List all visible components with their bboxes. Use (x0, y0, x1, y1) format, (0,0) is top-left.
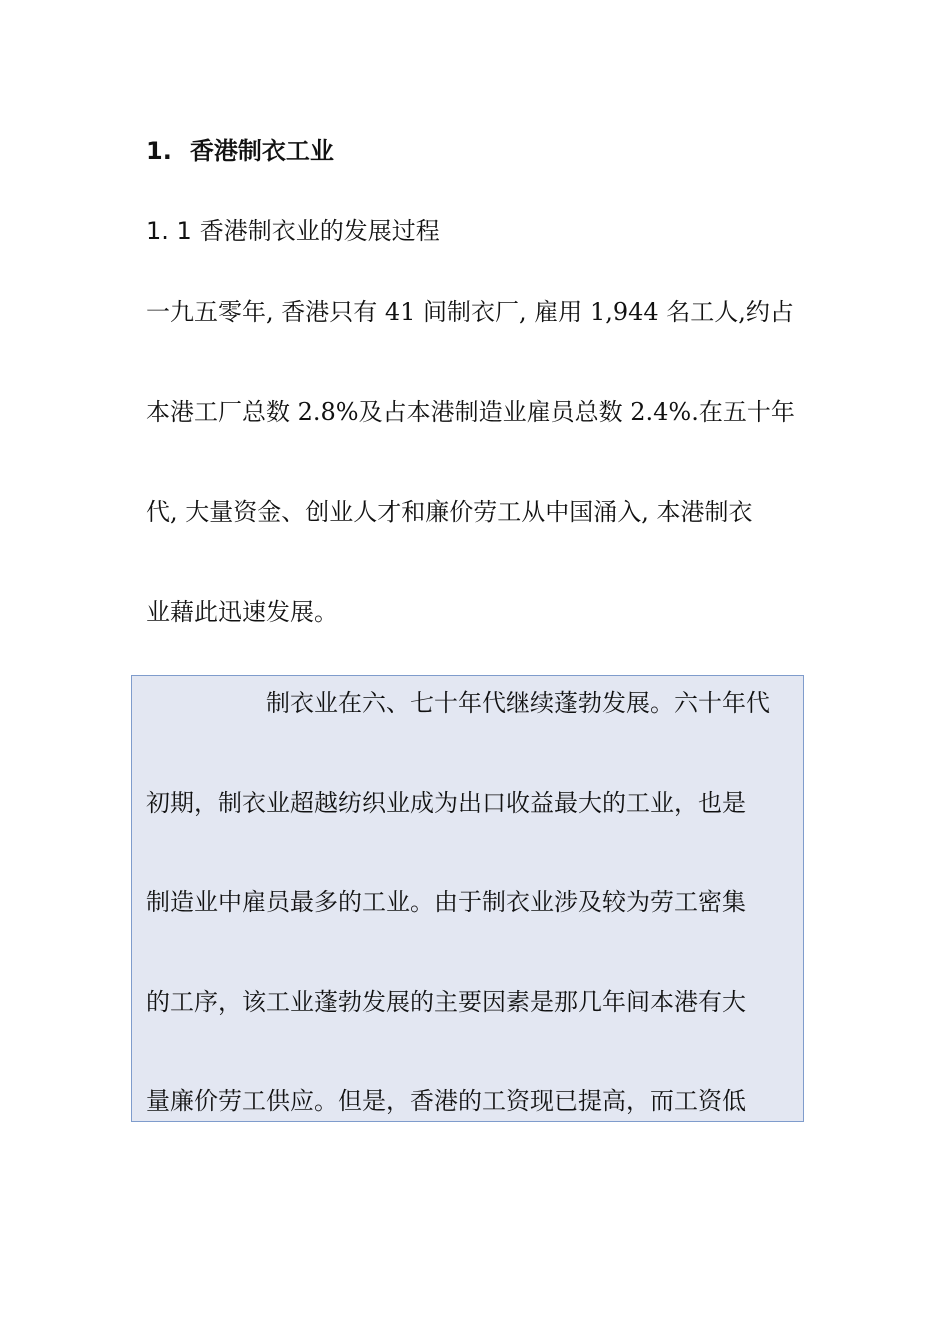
highlighted-text-box (131, 675, 804, 1122)
subsection-heading (146, 214, 440, 248)
callout-line: 制造业中雇员最多的工业。由于制衣业涉及较为劳工密集 (146, 888, 746, 916)
callout-line: 的工序，该工业蓬勃发展的主要因素是那几年间本港有大 (146, 988, 746, 1016)
callout-line: 量廉价劳工供应。但是，香港的工资现已提高，而工资低 (146, 1087, 746, 1115)
section-heading (146, 134, 334, 168)
paragraph-line: 一九五零年, 香港只有 41 间制衣厂, 雇用 1,944 名工人,约占 (146, 298, 794, 326)
paragraph-line: 业藉此迅速发展。 (146, 598, 338, 626)
paragraph-line: 本港工厂总数 2.8%及占本港制造业雇员总数 2.4%.在五十年 (146, 398, 795, 426)
subsection-title: 香港制衣业的发展过程 (199, 217, 440, 245)
section-number: 1. (146, 137, 172, 165)
callout-line: 制衣业在六、七十年代继续蓬勃发展。六十年代 (266, 689, 770, 717)
callout-line: 初期，制衣业超越纺织业成为出口收益最大的工业，也是 (146, 789, 746, 817)
subsection-number: 1. 1 (146, 217, 192, 245)
paragraph-line: 代, 大量资金、创业人才和廉价劳工从中国涌入, 本港制衣 (146, 498, 753, 526)
section-title: 香港制衣工业 (189, 137, 334, 165)
